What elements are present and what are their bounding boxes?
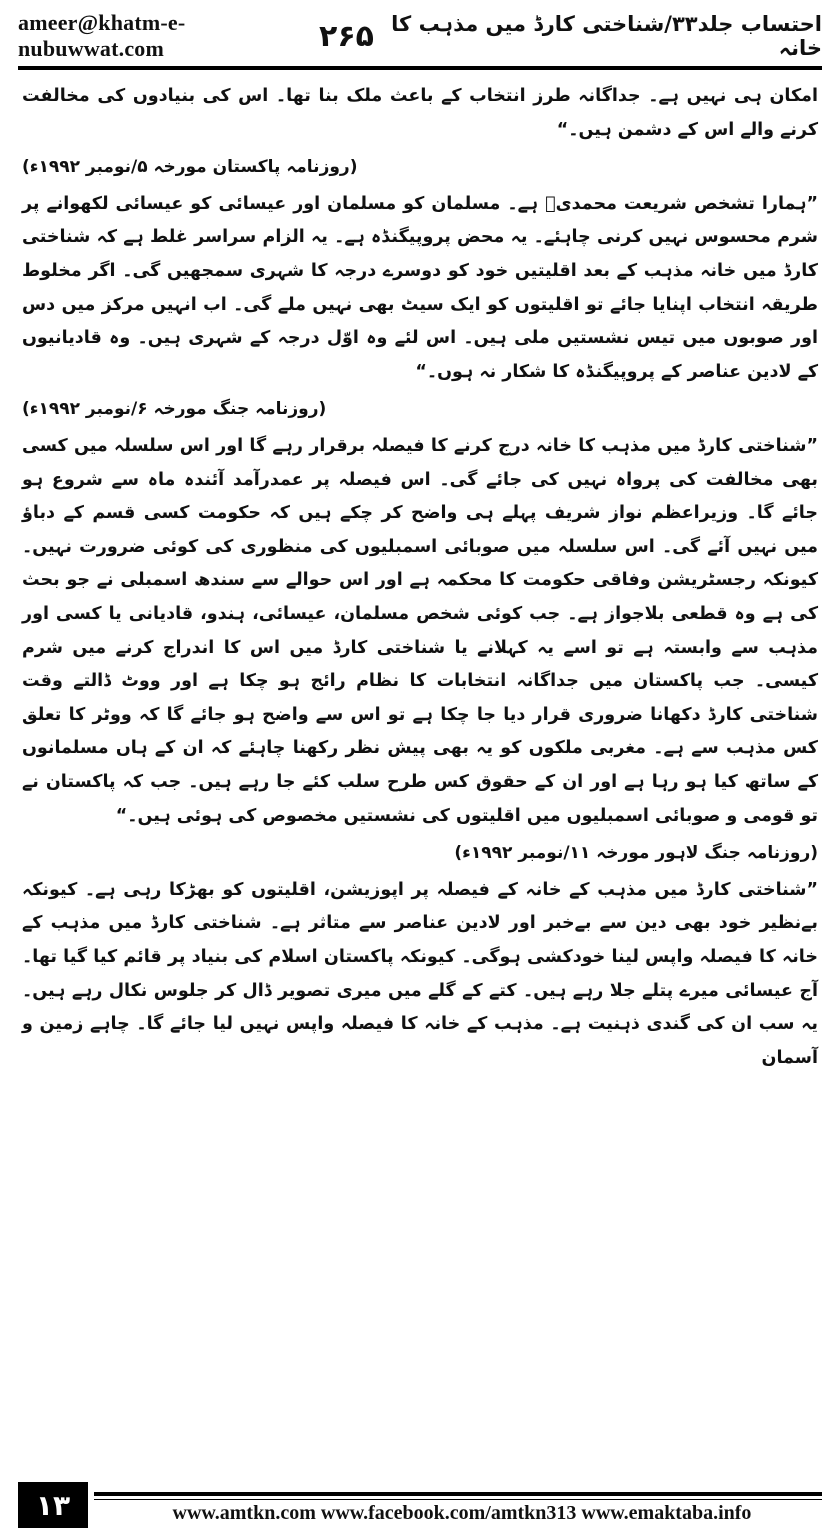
page-footer <box>18 1482 822 1528</box>
citation-3: (روزنامہ جنگ لاہور مورخہ ۱۱/نومبر ۱۹۹۲ء) <box>454 843 818 864</box>
main-text-column <box>22 80 818 1079</box>
paragraph-4: ”شناختی کارڈ میں مذہب کے خانہ کے فیصلہ پر اپوزیشن، اقلیتوں کو بھڑکا رہی ہے۔ کیونکہ بےنظیر خود بھی دین سے بےخبر اور لادین عناصر سے متاثر ہے۔ شناختی کارڈ میں مذہب کے خانہ کا فیصلہ واپس لینا خودکشی ہوگی۔ کیونکہ پاکستان اسلام کی بنیاد پر قائم کیا گیا تھا۔ آج عیسائی میرے پتلے جلا رہے ہیں۔ کتے کے گلے میں میری تصویر ڈال کر جلوس نکال رہے ہیں۔ یہ سب ان کی گندی ذہنیت ہے۔ مذہب کے خانہ کا فیصلہ واپس نہیں لیا جائے گا۔ چاہے زمین و آسمان <box>22 879 818 1068</box>
footer-rule <box>94 1492 822 1496</box>
paragraph-1: امکان ہی نہیں ہے۔ جداگانہ طرز انتخاب کے باعث ملک بنا تھا۔ اس کی بنیادوں کی مخالفت کرنے والے اس کے دشمن ہیں۔“ <box>22 86 818 140</box>
footer-rule-thin <box>94 1499 822 1500</box>
header-left-group <box>18 10 374 62</box>
citation-2: (روزنامہ جنگ مورخہ ۶/نومبر ۱۹۹۲ء) <box>22 399 327 420</box>
header-page-number: ۲۶۵ <box>319 18 374 54</box>
citation-1: (روزنامہ پاکستان مورخہ ۵/نومبر ۱۹۹۲ء) <box>22 157 358 178</box>
header-email[interactable]: ameer@khatm-e-nubuwwat.com <box>18 10 186 61</box>
footer-links[interactable]: www.amtkn.com www.facebook.com/amtkn313 www.emaktaba.info <box>172 1502 752 1524</box>
running-title: احتساب جلد۳۳/شناختی کارڈ میں مذہب کا خانہ <box>391 12 822 60</box>
footer-page-number: ۱۳ <box>18 1482 88 1528</box>
paragraph-3: ”شناختی کارڈ میں مذہب کا خانہ درج کرنے کا فیصلہ برقرار رہے گا اور اس سلسلہ میں کسی بھی مخالفت کی پرواہ نہیں کی جائے گی۔ اس فیصلہ پر عمدرآمد آئندہ ماہ سے شروع ہو جائے گا۔ وزیراعظم نواز شریف پہلے ہی واضح کر چکے ہیں کہ حکومت کسی قسم کے دباؤ میں نہیں آئے گی۔ اس سلسلہ میں صوبائی اسمبلیوں کی منظوری کی کوئی ضرورت نہیں۔ کیونکہ رجسٹریشن وفاقی حکومت کا محکمہ ہے اور اس حوالے سے سندھ اسمبلی نے جو بحث کی ہے وہ قطعی بلاجواز ہے۔ جب کوئی شخص مسلمان، عیسائی، ہندو، قادیانی یا کسی اور مذہب سے وابستہ ہے تو اسے یہ کہلانے یا شناختی کارڈ میں اس کا اندراج کرنے میں شرم کیسی۔ جب پاکستان میں جداگانہ انتخابات کا نظام رائج ہو چکا ہے اور ووٹ ڈالتے وقت شناختی کارڈ دکھانا ضروری قرار دیا جا چکا ہے تو اس سے واضح ہو جائے گا کہ ووٹر کا تعلق کس مذہب سے ہے۔ مغربی ملکوں کو یہ بھی پیش نظر رکھنا چاہئے کہ ان کے ہاں مسلمانوں کے ساتھ کیا ہو رہا ہے اور ان کے حقوق کس طرح سلب کئے جا رہے ہیں۔ جب کہ پاکستان نے تو قومی و صوبائی اسمبلیوں میں اقلیتوں کی نشستیں مخصوص کی ہوئی ہیں۔“ <box>22 436 818 826</box>
paragraph-2: ”ہمارا تشخص شریعت محمدیؐ ہے۔ مسلمان کو مسلمان اور عیسائی کو عیسائی لکھوانے پر شرم محسوس نہیں کرنی چاہئے۔ یہ محض پروپیگنڈہ ہے۔ یہ الزام سراسر غلط ہے کہ شناختی کارڈ میں خانہ مذہب کے بعد اقلیتیں خود کو دوسرے درجہ کا شہری سمجھیں گی۔ اگر مخلوط طریقہ انتخاب اپنایا جائے تو اقلیتوں کو ایک سیٹ بھی نہیں ملے گی۔ اب انہیں مرکز میں دس اور صوبوں میں تیس نشستیں ملی ہیں۔ اس لئے وہ اوّل درجہ کے شہری ہیں۔ وہ قادیانیوں کے لادین عناصر کے پروپیگنڈہ کا شکار نہ ہوں۔“ <box>22 193 818 382</box>
header-rule <box>18 66 822 70</box>
page-header <box>18 10 822 61</box>
